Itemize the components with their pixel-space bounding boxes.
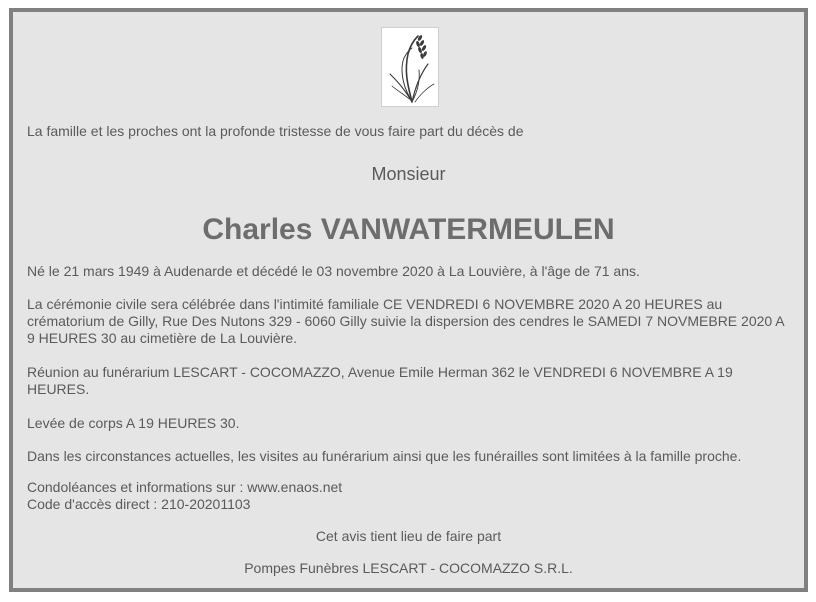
wheat-stalk-icon [382, 28, 438, 106]
notice-text: Cet avis tient lieu de faire part [315, 528, 502, 544]
condolences-text: Condoléances et informations sur : www.enaos.net [27, 479, 343, 495]
access-code-text: Code d'accès direct : 210-20201103 [27, 496, 251, 512]
ceremony-text: La cérémonie civile sera célébrée dans l'intimité familiale CE VENDREDI 6 NOVEMBRE 2020 A 20 HEURES au crématorium de Gilly, Rue Des Nutons 329 - 6060 Gilly suivie la dispersion des cendres le SAMEDI 7 NOVMEBRE 2020 A 9 HEURES 30 au cimetière de La Louvière. [27, 296, 784, 346]
funeral-home-text: Pompes Funèbres LESCART - COCOMAZZO S.R.L. [244, 560, 573, 576]
birth-death-text: Né le 21 mars 1949 à Audenarde et décédé le 03 novembre 2020 à La Louvière, à l'âge de 71 ans. [27, 263, 640, 279]
condolences-block [27, 479, 787, 513]
deceased-name: Charles VANWATERMEULEN [202, 213, 615, 246]
intro-text: La famille et les proches ont la profonde tristesse de vous faire part du décès de [27, 123, 524, 139]
obituary-card [9, 8, 808, 592]
civility: Monsieur [371, 164, 446, 184]
logo [381, 27, 439, 107]
levee-text: Levée de corps A 19 HEURES 30. [27, 415, 240, 431]
circumstances-text: Dans les circonstances actuelles, les visites au funérarium ainsi que les funérailles sont limitées à la famille proche. [27, 448, 742, 464]
meeting-text: Réunion au funérarium LESCART - COCOMAZZO, Avenue Emile Herman 362 le VENDREDI 6 NOVEMBRE A 19 HEURES. [27, 364, 733, 397]
